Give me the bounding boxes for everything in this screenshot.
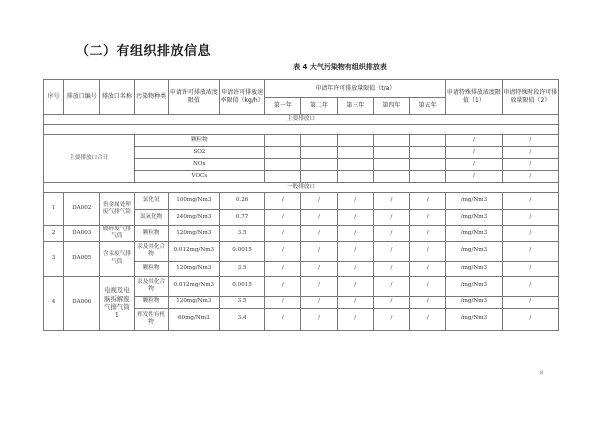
header-outlet-code: 排放口编号	[64, 80, 100, 115]
year-3-value: /	[337, 226, 373, 242]
pollutant: 氯化氢	[134, 193, 168, 210]
conc-limit: 240mg/Nm3	[168, 210, 219, 226]
year-3-value: /	[337, 261, 373, 276]
rate-limit: 0.77	[219, 210, 264, 226]
year-5-value: /	[410, 296, 446, 308]
section-general-outlets: 一般排放口	[44, 183, 559, 193]
year-3-value: /	[337, 210, 373, 226]
section-title: （二）有组织排放信息	[76, 44, 212, 59]
conc-limit: 0.012mg/Nm3	[168, 241, 219, 261]
year-5-value: /	[410, 210, 446, 226]
year-4-value: /	[373, 226, 409, 242]
year-2-value: /	[301, 261, 337, 276]
pollutant: 颗粒物	[134, 296, 168, 308]
year-2-value: /	[301, 296, 337, 308]
main-pollutant: NOx	[134, 159, 265, 171]
special-period: /	[502, 210, 558, 226]
pollutant: 颗粒物	[134, 261, 168, 276]
header-year-4: 第四年	[373, 98, 409, 115]
table-caption: 表 4 大气污染物有组织排放表	[293, 63, 387, 71]
section-main-outlets: 主要排放口	[44, 115, 559, 125]
table-row	[44, 276, 559, 296]
year-3-value: /	[337, 308, 373, 330]
outlet-name: 电视及电脑拆解废气排气筒1	[100, 276, 134, 330]
outlet-code: DA006	[64, 276, 100, 330]
main-pollutant: 颗粒物	[134, 135, 265, 147]
year-4-value: /	[373, 241, 409, 261]
year-1-value: /	[265, 308, 301, 330]
outlet-code: DA002	[64, 193, 100, 226]
special-conc: /mg/Nm3	[446, 193, 502, 210]
special-conc: /	[446, 147, 502, 159]
special-conc: /	[446, 171, 502, 183]
outlet-name: 含汞废气排气筒	[100, 241, 134, 276]
year-1-value: /	[265, 193, 301, 210]
outlet-code: DA003	[64, 226, 100, 242]
header-outlet-name: 排放口名称	[100, 80, 134, 115]
special-period: /	[502, 241, 558, 261]
special-period: /	[502, 171, 558, 183]
year-1-value: /	[265, 226, 301, 242]
special-conc: /mg/Nm3	[446, 210, 502, 226]
conc-limit: 60mg/Nm3	[168, 308, 219, 330]
page-number: 8	[540, 370, 544, 376]
special-conc: /	[446, 159, 502, 171]
table-row	[44, 193, 559, 210]
year-5-value: /	[410, 276, 446, 296]
pollutant: 挥发性有机物	[134, 308, 168, 330]
year-2-value: /	[301, 308, 337, 330]
special-conc: /mg/Nm3	[446, 226, 502, 242]
special-period: /	[502, 276, 558, 296]
year-5-value: /	[410, 308, 446, 330]
blank-row	[44, 125, 559, 135]
seq: 3	[44, 241, 64, 276]
header-pollutant: 污染物种类	[134, 80, 168, 115]
year-4-value: /	[373, 308, 409, 330]
header-year-3: 第三年	[337, 98, 373, 115]
main-pollutant: SO2	[134, 147, 265, 159]
year-5-value: /	[410, 241, 446, 261]
special-conc: /mg/Nm3	[446, 276, 502, 296]
year-4-value: /	[373, 193, 409, 210]
year-3-value: /	[337, 241, 373, 261]
header-special-period: 申请特殊时段许可排放量限值（2）	[502, 80, 558, 115]
year-1-value: /	[265, 276, 301, 296]
header-conc-limit: 申请许可排放浓度限值	[168, 80, 219, 115]
special-period: /	[502, 261, 558, 276]
year-1-value: /	[265, 261, 301, 276]
special-conc: /mg/Nm3	[446, 308, 502, 330]
year-3-value: /	[337, 296, 373, 308]
year-2-value: /	[301, 276, 337, 296]
special-period: /	[502, 135, 558, 147]
table-row	[44, 135, 559, 147]
outlet-code: DA005	[64, 241, 100, 276]
seq: 1	[44, 193, 64, 226]
year-2-value: /	[301, 241, 337, 261]
table-row	[44, 241, 559, 261]
year-4-value: /	[373, 261, 409, 276]
header-rate-limit: 申请许可排放速率限值（kg/h）	[219, 80, 264, 115]
rate-limit: 0.0015	[219, 241, 264, 261]
header-year-2: 第二年	[301, 98, 337, 115]
conc-limit: 0.012mg/Nm3	[168, 276, 219, 296]
pollutant: 颗粒物	[134, 226, 168, 242]
seq: 4	[44, 276, 64, 330]
special-conc: /mg/Nm3	[446, 261, 502, 276]
year-5-value: /	[410, 261, 446, 276]
special-period: /	[502, 296, 558, 308]
rate-limit: 3.5	[219, 261, 264, 276]
rate-limit: 0.26	[219, 193, 264, 210]
header-year-5: 第五年	[410, 98, 446, 115]
year-1-value: /	[265, 210, 301, 226]
rate-limit: 3.5	[219, 296, 264, 308]
header-annual-group: 申请年许可排放量限值（t/a）	[265, 80, 446, 98]
year-3-value: /	[337, 276, 373, 296]
year-3-value: /	[337, 193, 373, 210]
conc-limit: 120mg/Nm3	[168, 261, 219, 276]
main-total-label: 主要排放口合计	[44, 135, 135, 183]
conc-limit: 120mg/Nm3	[168, 296, 219, 308]
year-1-value: /	[265, 296, 301, 308]
emissions-table	[43, 79, 559, 331]
outlet-name: 破碎废气排气筒	[100, 226, 134, 242]
special-conc: /	[446, 135, 502, 147]
special-conc: /mg/Nm3	[446, 296, 502, 308]
conc-limit: 120mg/Nm3	[168, 226, 219, 242]
special-period: /	[502, 308, 558, 330]
year-4-value: /	[373, 276, 409, 296]
year-4-value: /	[373, 210, 409, 226]
main-pollutant: VOCs	[134, 171, 265, 183]
pollutant: 氮氧化物	[134, 210, 168, 226]
year-5-value: /	[410, 193, 446, 210]
year-1-value: /	[265, 241, 301, 261]
year-4-value: /	[373, 296, 409, 308]
special-period: /	[502, 226, 558, 242]
year-2-value: /	[301, 210, 337, 226]
outlet-name: 贵金属处理废气排气筒	[100, 193, 134, 226]
special-conc: /mg/Nm3	[446, 241, 502, 261]
year-5-value: /	[410, 226, 446, 242]
pollutant: 汞及其化合物	[134, 276, 168, 296]
seq: 2	[44, 226, 64, 242]
rate-limit: 0.0015	[219, 276, 264, 296]
year-2-value: /	[301, 226, 337, 242]
rate-limit: 3.5	[219, 226, 264, 242]
conc-limit: 100mg/Nm3	[168, 193, 219, 210]
table-row	[44, 226, 559, 242]
special-period: /	[502, 193, 558, 210]
rate-limit: 3.4	[219, 308, 264, 330]
year-2-value: /	[301, 193, 337, 210]
special-period: /	[502, 147, 558, 159]
header-seq: 序号	[44, 80, 64, 115]
header-year-1: 第一年	[265, 98, 301, 115]
pollutant: 汞及其化合物	[134, 241, 168, 261]
special-period: /	[502, 159, 558, 171]
header-special-conc: 申请特殊排放浓度限值（1）	[446, 80, 502, 115]
